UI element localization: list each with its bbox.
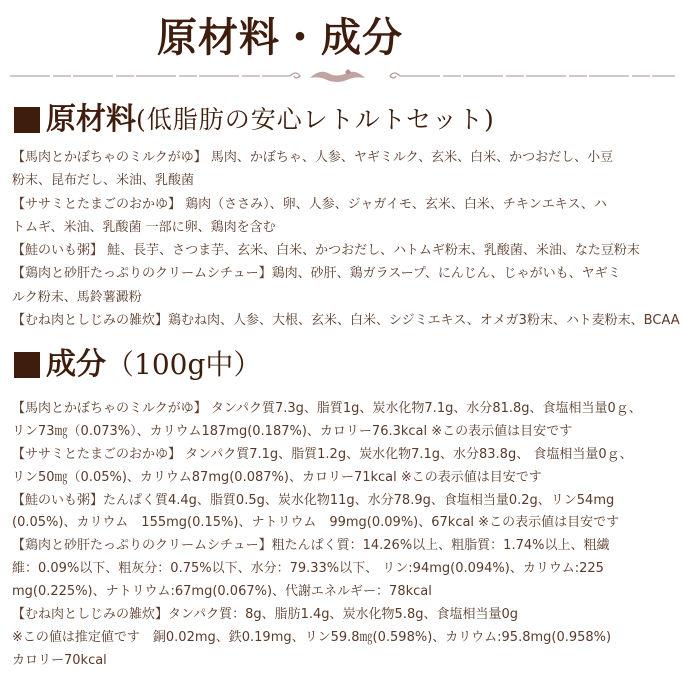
nutrition-heading-subtitle: （100g中）	[106, 348, 262, 381]
ingredients-list	[12, 146, 680, 332]
page-title: 原材料・成分	[157, 14, 403, 61]
nutrition-line: カロリー70kcal	[12, 652, 107, 668]
nutrition-line: 【むね肉としじみの雑炊】タンパク質：8g、脂肪1.4g、炭水化物5.8g、食塩相当量0g	[12, 607, 518, 623]
nutrition-line: 【ササミとたまごのおかゆ】 タンパク質7.1g、脂質1.2g、炭水化物7.1g、水分83.8g、 食塩相当量0ｇ、	[12, 446, 633, 462]
nutrition-list	[12, 398, 672, 673]
nutrition-line: 【鮭のいも粥】たんぱく質4.4g、脂質0.5g、炭水化物11g、水分78.9g、食塩相当量0.2g、リン54mg	[12, 492, 615, 508]
ingredient-line: 【ササミとたまごのおかゆ】 鶏肉（ささみ）、卵、人参、ジャガイモ、玄米、白米、チキンエキス、ハ	[12, 196, 607, 212]
ornamental-divider	[10, 66, 675, 86]
nutrition-line: 【鶏肉と砂肝たっぷりのクリームシチュー】粗たんぱく質：14.26%以上、粗脂質：1.74%以上、粗繊	[12, 538, 610, 554]
ingredient-line: 【馬肉とかぼちゃのミルクがゆ】 馬肉、かぼちゃ、人参、ヤギミルク、玄米、白米、かつおだし、小豆	[12, 150, 614, 165]
square-bullet-icon	[14, 107, 40, 133]
ingredients-heading-title: 原材料	[46, 102, 136, 137]
ingredient-line: ルク粉末、馬鈴薯澱粉	[12, 289, 142, 305]
nutrition-line: (0.05%)、カリウム 155mg(0.15%)、ナトリウム 99mg(0.09%)、67kcal ※この表示値は目安です	[12, 515, 620, 531]
nutrition-line: 維：0.09%以下、粗灰分：0.75%以下、水分：79.33%以下、 リン:94mg(0.094%)、カリウム:225	[12, 561, 604, 577]
nutrition-line: リン50㎎（0.05%)、カリウム87mg(0.087%)、カロリー71kcal ※この表示値は目安です	[12, 469, 542, 485]
nutrition-line: ※この値は推定値です 銅0.02mg、鉄0.19mg、リン59.8㎎(0.598%)、カリウム:95.8mg(0.958%)	[12, 629, 612, 645]
ingredients-heading-subtitle: (低脂肪の安心レトルトセット)	[136, 105, 495, 134]
ingredient-line: トムギ、米油、乳酸菌 一部に卵、鶏肉を含む	[12, 219, 276, 235]
square-bullet-icon	[14, 352, 40, 378]
nutrition-heading-title: 成分	[46, 347, 106, 382]
ingredient-line: 【むね肉としじみの雑炊】鶏むね肉、人参、大根、玄米、白米、シジミエキス、オメガ3粉末、ハト麦粉末、BCAA	[12, 313, 680, 329]
ingredient-line: 【鶏肉と砂肝たっぷりのクリームシチュー】鶏肉、砂肝、鶏ガラスープ、にんじん、じゃがいも、ヤギミ	[12, 266, 621, 282]
ingredient-line: 【鮭のいも粥】 鮭、長芋、さつま芋、玄米、白米、かつおだし、ハトムギ粉末、乳酸菌、米油、なた豆粉末	[12, 243, 640, 259]
ingredient-line: 粉末、昆布だし、米油、乳酸菌	[12, 173, 195, 189]
nutrition-line: 【馬肉とかぼちゃのミルクがゆ】 タンパク質7.3g、脂質1g、炭水化物7.1g、水分81.8g、食塩相当量0ｇ、	[12, 401, 642, 416]
nutrition-line: mg(0.225%)、ナトリウム:67mg(0.067%)、代謝エネルギー：78kcal	[12, 584, 432, 600]
ingredients-heading	[14, 98, 495, 142]
nutrition-line: リン73㎎（0.073%）、カリウム187mg(0.187%)、カロリー76.3kcal ※この表示値は目安です	[12, 423, 573, 439]
nutrition-heading	[14, 343, 261, 387]
